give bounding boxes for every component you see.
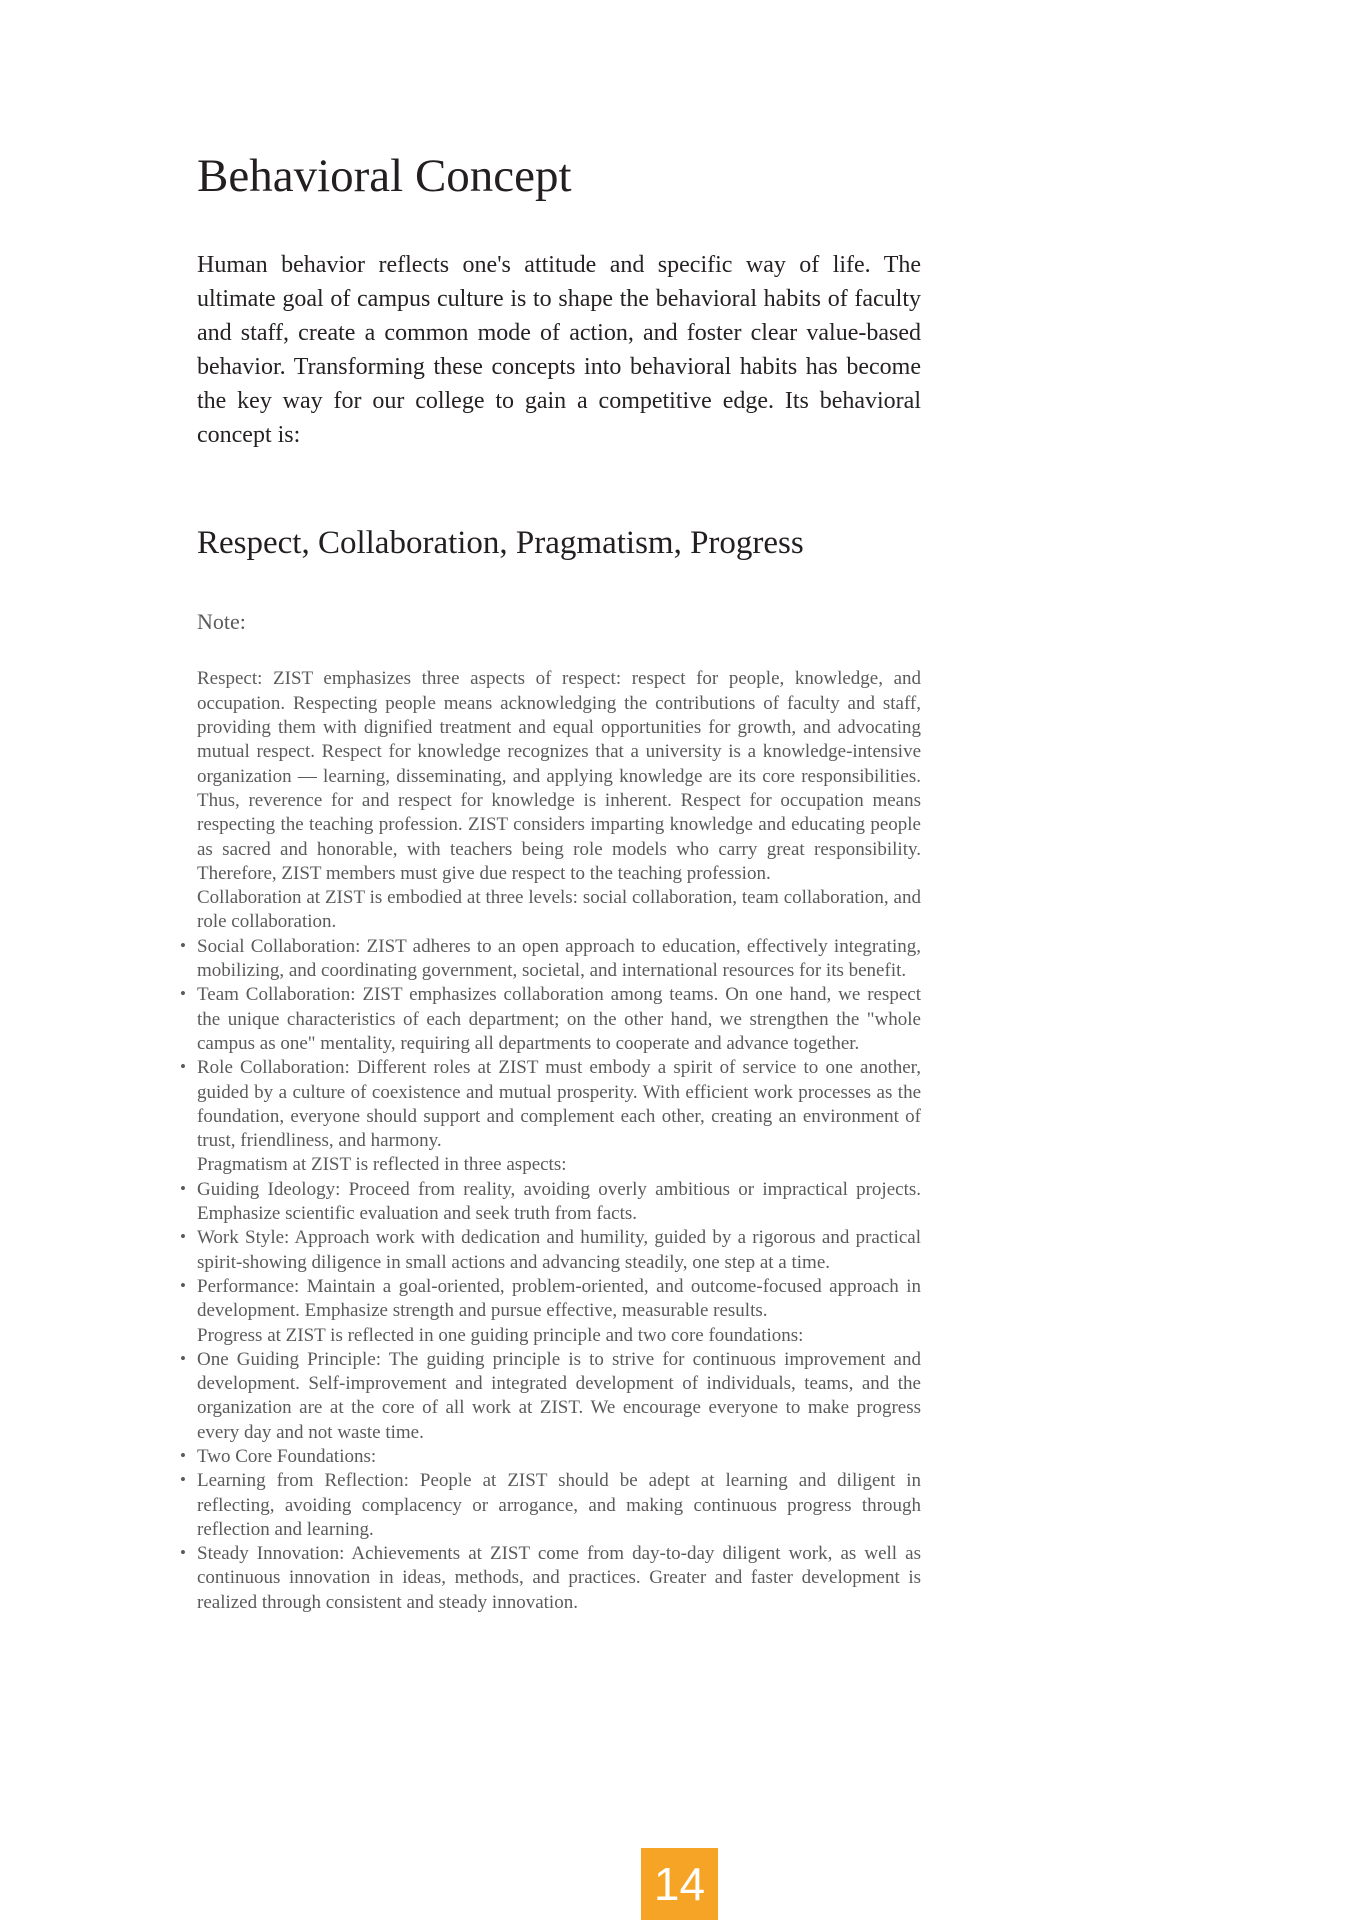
list-item (180, 1178, 921, 1227)
page-title: Behavioral Concept (197, 150, 572, 202)
body-paragraph: Respect: ZIST emphasizes three aspects of respect: respect for people, knowledge, and occupation. Respecting people means acknowledging the contributions of faculty and staff, providing them with dignified treatment and equal opportunities for growth, and advocating mutual respect. Respect for knowledge recognizes that a university is a knowledge-intensive organization — learning, disseminating, and applying knowledge are its core responsibilities. Thus, reverence for and respect for knowledge is inherent. Respect for occupation means respecting the teaching profession. ZIST considers imparting knowledge and educating people as sacred and honorable, with teachers being role models who carry great responsibility. Therefore, ZIST members must give due respect to the teaching profession. (197, 668, 921, 884)
body-paragraph: Collaboration at ZIST is embodied at three levels: social collaboration, team collaboration, and role collaboration. (197, 887, 921, 933)
content-column (180, 0, 921, 1615)
list-item-text: Work Style: Approach work with dedication and humility, guided by a rigorous and practical spirit-showing diligence in small actions and advancing steadily, one step at a time. (197, 1227, 921, 1273)
body-paragraph: Progress at ZIST is reflected in one guiding principle and two core foundations: (197, 1324, 804, 1346)
list-item-text: Two Core Foundations: (197, 1445, 377, 1467)
values-heading: Respect, Collaboration, Pragmatism, Progress (197, 525, 804, 562)
list-item-text: Performance: Maintain a goal-oriented, problem-oriented, and outcome-focused approach in development. Emphasize strength and pursue effective, measurable results. (197, 1275, 921, 1322)
list-item (180, 1445, 921, 1469)
list-item (180, 1469, 921, 1542)
bullet-icon: • (180, 1470, 186, 1490)
intro-paragraph: Human behavior reflects one's attitude and specific way of life. The ultimate goal of campus culture is to shape the behavioral habits of faculty and staff, create a common mode of action, and foster clear value-based behavior. Transforming these concepts into behavioral habits has become the key way for our college to gain a competitive edge. Its behavioral concept is: (197, 252, 921, 449)
bullet-icon: • (180, 1057, 186, 1077)
list-item (180, 1226, 921, 1275)
list-item-text: Team Collaboration: ZIST emphasizes collaboration among teams. On one hand, we respect the unique characteristics of each department; on the other hand, we strengthen the "whole campus as one" mentality, requiring all departments to cooperate and advance together. (197, 984, 921, 1054)
list-item (180, 935, 921, 984)
list-item-text: One Guiding Principle: The guiding principle is to strive for continuous improvement and development. Self-improvement and integrated development of individuals, teams, and the organization are at the core of all work at ZIST. We encourage everyone to make progress every day and not waste time. (197, 1348, 921, 1443)
list-item (180, 1275, 921, 1324)
list-item (180, 1056, 921, 1153)
list-item-text: Social Collaboration: ZIST adheres to an open approach to education, effectively integrating, mobilizing, and coordinating government, societal, and international resources for its benefit. (197, 935, 921, 982)
list-item-text: Guiding Ideology: Proceed from reality, avoiding overly ambitious or impractical projects. Emphasize scientific evaluation and seek truth from facts. (197, 1178, 921, 1225)
list-item-text: Steady Innovation: Achievements at ZIST come from day-to-day diligent work, as well as continuous innovation in ideas, methods, and practices. Greater and faster development is realized through consistent and steady innovation. (197, 1543, 921, 1613)
page-number-badge: 14 (641, 1848, 718, 1920)
list-item-text: Role Collaboration: Different roles at ZIST must embody a spirit of service to one another, guided by a culture of coexistence and mutual prosperity. With efficient work processes as the foundation, everyone should support and complement each other, creating an environment of trust, friendliness, and harmony. (197, 1057, 921, 1152)
bullet-icon: • (180, 1178, 186, 1198)
list-item (180, 1348, 921, 1445)
bullet-icon: • (180, 1445, 186, 1465)
bullet-icon: • (180, 1275, 186, 1295)
list-item (180, 1542, 921, 1615)
list-item-text: Learning from Reflection: People at ZIST should be adept at learning and diligent in reflecting, avoiding complacency or arrogance, and making continuous progress through reflection and learning. (197, 1470, 921, 1540)
list-item (180, 983, 921, 1056)
body-paragraph: Pragmatism at ZIST is reflected in three aspects: (197, 1154, 567, 1176)
bullet-icon: • (180, 984, 186, 1004)
bullet-icon: • (180, 1227, 186, 1247)
bullet-icon: • (180, 935, 186, 955)
bullet-icon: • (180, 1543, 186, 1563)
note-label: Note: (197, 608, 246, 634)
bullet-icon: • (180, 1348, 186, 1368)
body-content (180, 667, 921, 1615)
